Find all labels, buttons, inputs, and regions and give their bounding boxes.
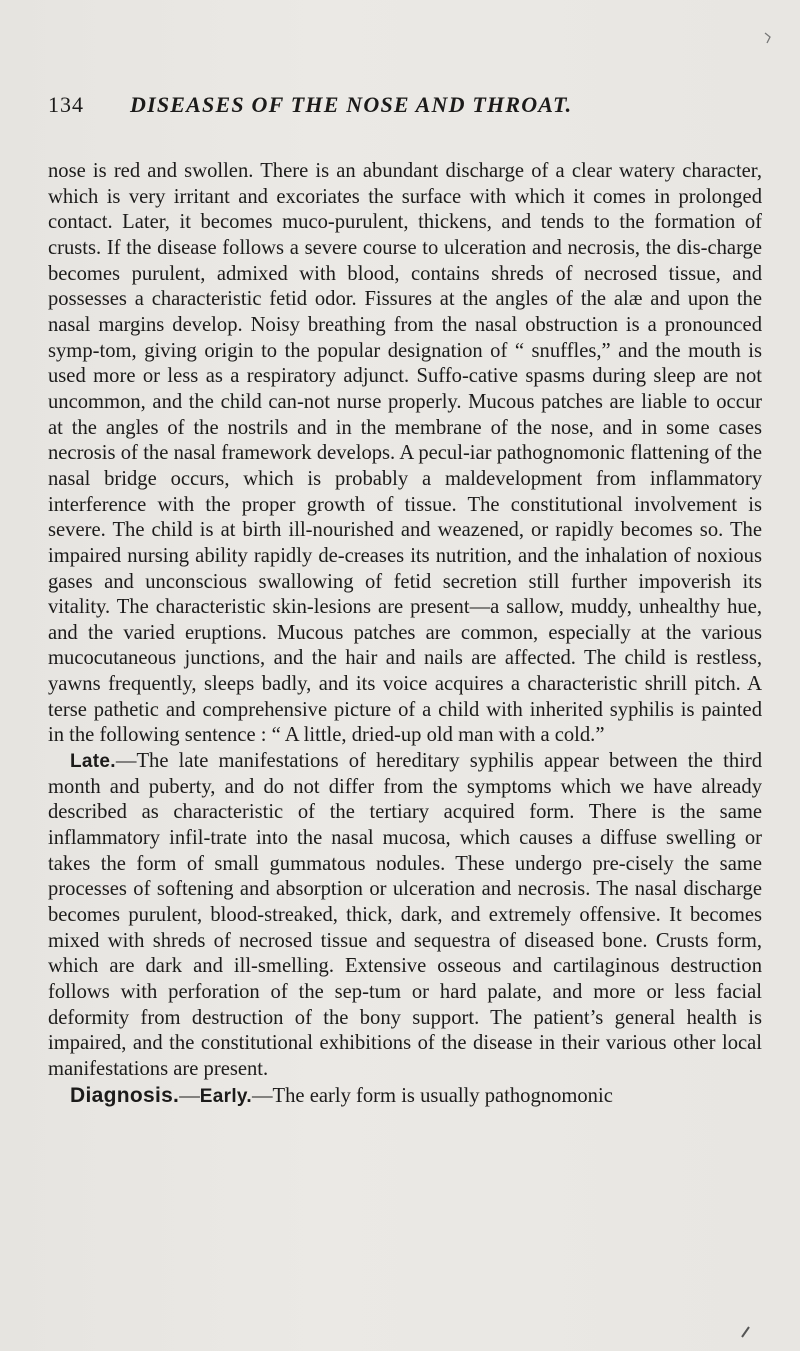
paragraph-late-manifestations: [48, 749, 762, 1083]
diagnosis-heading: Diagnosis.: [70, 1083, 180, 1107]
diagnosis-paragraph-text: —The early form is usually pathognomonic: [251, 1084, 613, 1107]
diagnosis-dash: —: [179, 1084, 200, 1107]
paragraph-diagnosis: [48, 1083, 762, 1110]
paragraph-early-symptoms: nose is red and swollen. There is an abundant discharge of a clear watery character, which is very irritant and excoriates the surface with which it comes in prolonged contact. Later, it becomes muco-purulent, thickens, and tends to the formation of crusts. If the disease follows a severe course to ulceration and necrosis, the dis-charge becomes purulent, admixed with blood, contains shreds of necrosed tissue, and possesses a characteristic fetid odor. Fissures at the angles of the alæ and upon the nasal margins develop. Noisy breathing from the nasal obstruction is a pronounced symp-tom, giving origin to the popular designation of “ snuffles,” and the mouth is used more or less as a respiratory adjunct. Suffo-cative spasms during sleep are not uncommon, and the child can-not nurse properly. Mucous patches are liable to occur at the angles of the nostrils and in the membrane of the nose, and in some cases necrosis of the nasal framework develops. A pecul-iar pathognomonic flattening of the nasal bridge occurs, which is probably a maldevelopment from inflammatory interference with the proper growth of tissue. The constitutional involvement is severe. The child is at birth ill-nourished and weazened, or rapidly becomes so. The impaired nursing ability rapidly de-creases its nutrition, and the inhalation of noxious gases and unconscious swallowing of fetid secretion still further impoverish its vitality. The characteristic skin-lesions are present—a sallow, muddy, unhealthy hue, and the varied eruptions. Mucous patches are common, especially at the various mucocutaneous junctions, and the hair and nails are affected. The child is restless, yawns frequently, sleeps badly, and its voice acquires a characteristic shrill pitch. A terse pathetic and comprehensive picture of a child with inherited syphilis is painted in the following sentence : “ A little, dried-up old man with a cold.”: [48, 160, 762, 747]
page-header: [48, 92, 756, 124]
late-heading: Late.: [70, 751, 116, 773]
scan-speck-mark: [763, 31, 773, 45]
running-title: DISEASES OF THE NOSE AND THROAT.: [130, 92, 573, 117]
early-heading: Early.: [199, 1085, 252, 1107]
page-number: 134: [48, 92, 84, 117]
scan-corner-mark: [740, 1325, 750, 1339]
late-paragraph-text: —The late manifestations of hereditary syphilis appear between the third month and puberty, and do not differ from the symptoms which we have already described as characteristic of the tertiary acquired form. There is the same inflammatory infil-trate into the nasal mucosa, which causes a diffuse swelling or takes the form of small gummatous nodules. These undergo pre-cisely the same processes of softening and absorption or ulceration and necrosis. The nasal discharge becomes purulent, blood-streaked, thick, dark, and extremely offensive. It becomes mixed with shreds of necrosed tissue and sequestra of diseased bone. Crusts form, which are dark and ill-smelling. Extensive osseous and cartilaginous destruction follows with perforation of the sep-tum or hard palate, and more or less facial deformity from destruction of the bony support. The patient’s general health is impaired, and the constitutional exhibitions of the disease in their various other local manifestations are present.: [48, 750, 762, 1080]
body-text: [48, 159, 762, 1109]
